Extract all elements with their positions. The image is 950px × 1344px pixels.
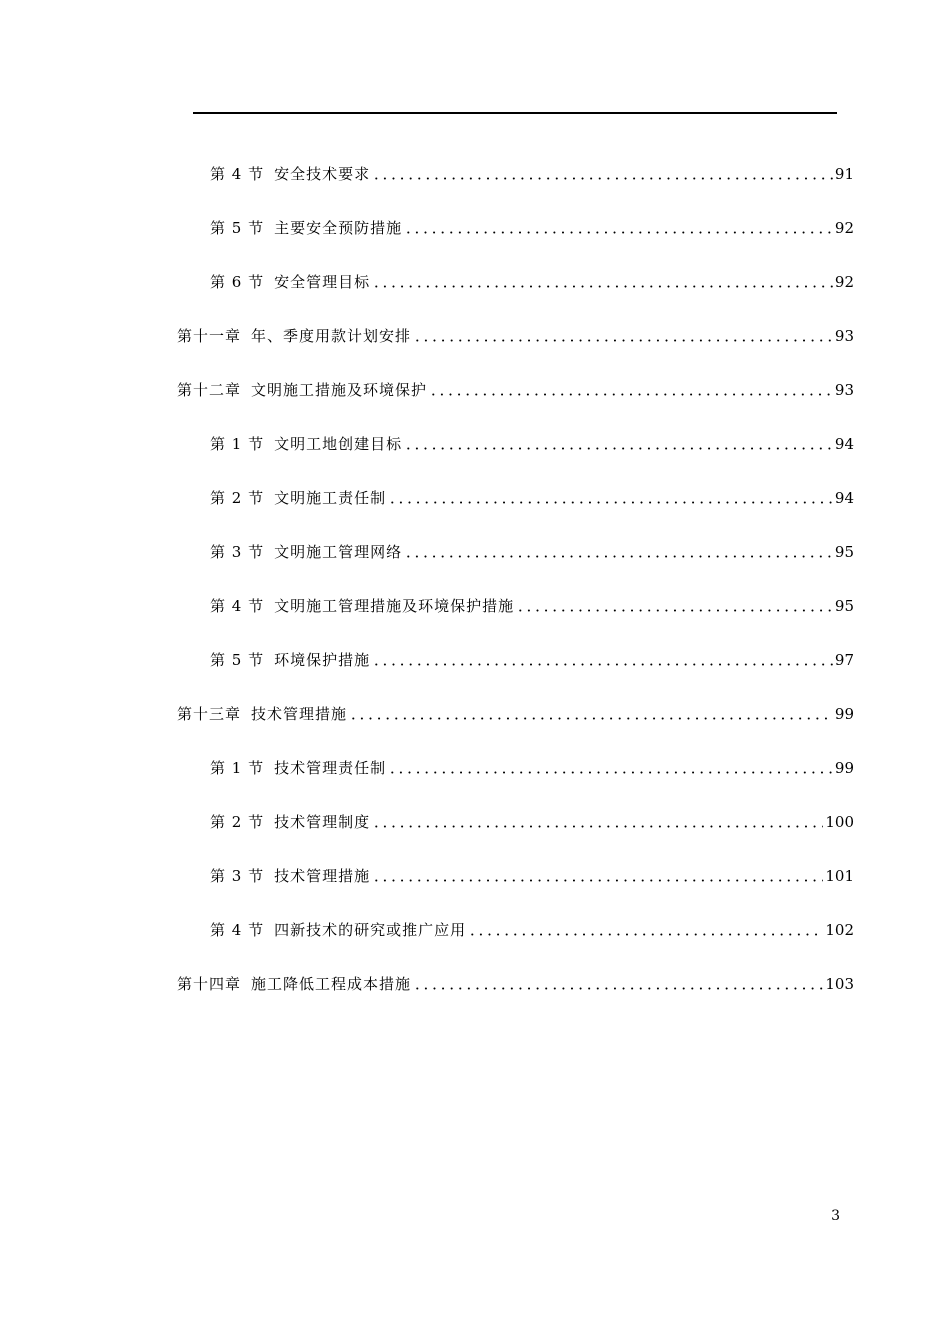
- toc-entry[interactable]: [210, 160, 854, 184]
- toc-entry-number: 第十一章: [177, 327, 242, 345]
- toc-entry-page: 99: [834, 759, 854, 777]
- toc-entry[interactable]: [210, 268, 854, 292]
- toc-entry-title: 技术管理制度: [274, 813, 371, 831]
- toc-entry-number: 第 3 节: [210, 543, 265, 561]
- toc-dot-leader: [404, 436, 833, 450]
- toc-entry-title: 施工降低工程成本措施: [251, 975, 412, 993]
- header-rule: [193, 112, 837, 114]
- toc-entry-page: 93: [834, 381, 854, 399]
- toc-entry-number: 第 4 节: [210, 921, 265, 939]
- toc-entry-title: 环境保护措施: [274, 651, 371, 669]
- toc-entry-number: 第十三章: [177, 705, 242, 723]
- toc-entry-number: 第 1 节: [210, 759, 265, 777]
- toc-entry[interactable]: [210, 808, 854, 832]
- toc-entry[interactable]: [210, 214, 854, 238]
- toc-entry-page: 93: [834, 327, 854, 345]
- toc-entry[interactable]: [210, 916, 854, 940]
- toc-entry-title: 四新技术的研究或推广应用: [274, 921, 467, 939]
- toc-entry[interactable]: [210, 862, 854, 886]
- toc-dot-leader: [413, 328, 833, 342]
- toc-entry-title: 文明施工措施及环境保护: [251, 381, 428, 399]
- toc-entry[interactable]: [177, 376, 854, 400]
- toc-entry[interactable]: [177, 322, 854, 346]
- toc-dot-leader: [388, 760, 833, 774]
- toc-entry-page: 99: [834, 705, 854, 723]
- toc-entry-page: 102: [825, 921, 854, 939]
- toc-entry-number: 第 6 节: [210, 273, 265, 291]
- toc-entry-number: 第 5 节: [210, 651, 265, 669]
- toc-entry[interactable]: [210, 538, 854, 562]
- toc-dot-leader: [372, 814, 823, 828]
- toc-dot-leader: [372, 274, 833, 288]
- toc-entry-title: 主要安全预防措施: [274, 219, 403, 237]
- toc-dot-leader: [372, 166, 833, 180]
- toc-entry-page: 95: [834, 597, 854, 615]
- toc-entry-number: 第 4 节: [210, 165, 265, 183]
- toc-entry-title: 文明工地创建目标: [274, 435, 403, 453]
- toc-entry-title: 年、季度用款计划安排: [251, 327, 412, 345]
- toc-entry-title: 文明施工管理网络: [274, 543, 403, 561]
- toc-entry-title: 安全技术要求: [274, 165, 371, 183]
- toc-dot-leader: [388, 490, 833, 504]
- toc-dot-leader: [372, 868, 823, 882]
- toc-dot-leader: [404, 220, 833, 234]
- toc-entry-page: 100: [825, 813, 854, 831]
- toc-entry[interactable]: [210, 646, 854, 670]
- toc-entry[interactable]: [177, 700, 854, 724]
- page-number: 3: [831, 1208, 840, 1224]
- toc-dot-leader: [349, 706, 833, 720]
- toc-entry-title: 文明施工管理措施及环境保护措施: [274, 597, 515, 615]
- toc-dot-leader: [372, 652, 833, 666]
- toc-entry-number: 第 2 节: [210, 489, 265, 507]
- toc-entry[interactable]: [210, 484, 854, 508]
- toc-entry-number: 第十二章: [177, 381, 242, 399]
- toc-dot-leader: [468, 922, 823, 936]
- toc-entry-page: 101: [825, 867, 854, 885]
- toc-entry-page: 94: [834, 435, 854, 453]
- toc-dot-leader: [516, 598, 833, 612]
- toc-entry-title: 安全管理目标: [274, 273, 371, 291]
- toc-entry-title: 技术管理责任制: [274, 759, 387, 777]
- toc-entry-number: 第 5 节: [210, 219, 265, 237]
- toc-entry-title: 技术管理措施: [251, 705, 348, 723]
- toc-dot-leader: [413, 976, 823, 990]
- toc-entry-page: 95: [834, 543, 854, 561]
- toc-entry-number: 第 1 节: [210, 435, 265, 453]
- toc-entry-page: 97: [834, 651, 854, 669]
- toc-entry-number: 第 2 节: [210, 813, 265, 831]
- toc-entry-number: 第十四章: [177, 975, 242, 993]
- toc-dot-leader: [404, 544, 833, 558]
- toc-entry[interactable]: [177, 970, 854, 994]
- toc-entry-page: 91: [834, 165, 854, 183]
- toc-entry-title: 技术管理措施: [274, 867, 371, 885]
- toc-dot-leader: [429, 382, 833, 396]
- toc-entry-number: 第 4 节: [210, 597, 265, 615]
- toc-entry[interactable]: [210, 754, 854, 778]
- toc-entry-number: 第 3 节: [210, 867, 265, 885]
- toc-entry-page: 103: [825, 975, 854, 993]
- toc-entry-page: 92: [834, 219, 854, 237]
- toc-entry-page: 94: [834, 489, 854, 507]
- toc-entry[interactable]: [210, 592, 854, 616]
- toc-entry-title: 文明施工责任制: [274, 489, 387, 507]
- toc-entry-page: 92: [834, 273, 854, 291]
- toc-entry[interactable]: [210, 430, 854, 454]
